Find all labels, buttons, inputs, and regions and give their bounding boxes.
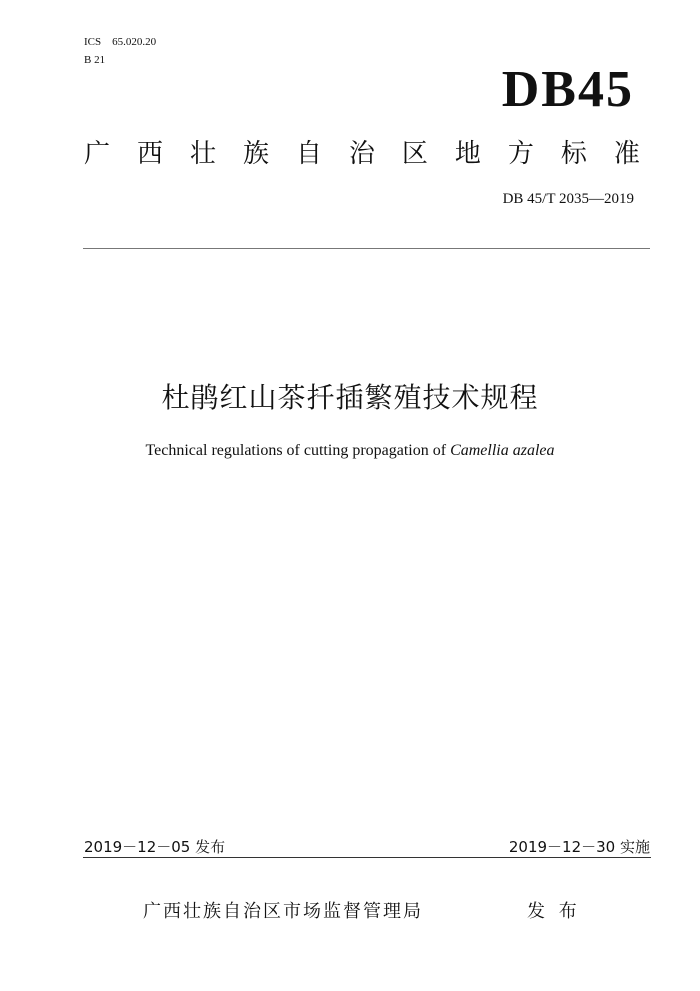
document-title-english xyxy=(0,440,700,462)
implement-date: 2019－12－30 实施 xyxy=(508,838,650,856)
issuer-title-char: 区 xyxy=(401,139,428,169)
authority-action: 发 布 xyxy=(527,901,581,922)
classification-code: B 21 xyxy=(84,54,106,66)
footer-divider xyxy=(83,857,651,858)
publish-date: 2019－12－05 发布 xyxy=(84,838,226,856)
ics-code: ICS 65.020.20 xyxy=(84,36,157,48)
issuer-title-char: 西 xyxy=(136,139,163,169)
species-name: Camellia azalea xyxy=(450,442,555,459)
document-title-chinese: 杜鹃红山茶扦插繁殖技术规程 xyxy=(161,381,539,414)
standard-number: DB 45/T 2035—2019 xyxy=(502,191,634,207)
header-divider xyxy=(83,248,650,249)
issuer-title-char: 广 xyxy=(84,139,111,169)
issuing-authority: 广西壮族自治区市场监督管理局 xyxy=(143,901,423,922)
english-title-text: Technical regulations of cutting propagation of xyxy=(145,442,451,459)
issuer-title-char: 标 xyxy=(560,139,587,169)
issuer-title-char: 准 xyxy=(613,139,640,169)
issuer-title-char: 治 xyxy=(348,139,375,169)
issuer-title-char: 壮 xyxy=(189,139,216,169)
standard-code: DB45 xyxy=(501,61,634,118)
issuer-title-char: 地 xyxy=(454,139,481,169)
issuer-title-char: 自 xyxy=(295,139,322,169)
issuer-title-char: 族 xyxy=(242,139,269,169)
issuer-title-char: 方 xyxy=(507,139,534,169)
issuer-title xyxy=(84,137,640,171)
